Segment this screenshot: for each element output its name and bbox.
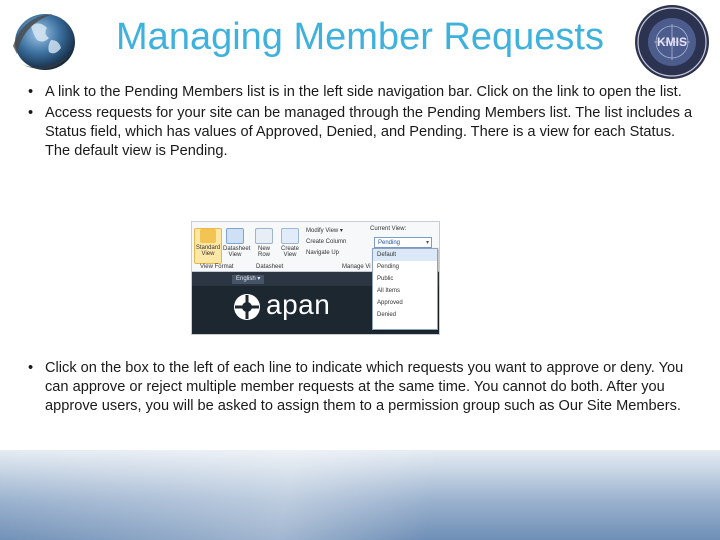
apan-logo-icon xyxy=(232,292,262,322)
bullet-text: Click on the box to the left of each line to indicate which requests you want to approve or deny. You can approve or reject multiple member requests at the same time. You cannot do both. After you approve users, you will be asked to assign them to a permission group such as Our Site Members. xyxy=(45,360,684,414)
bullet-list-bottom xyxy=(28,359,696,418)
create-column-label: Create Column xyxy=(306,239,347,245)
dropdown-item: Pending xyxy=(377,264,400,270)
kmis-seal-icon xyxy=(634,4,710,80)
datasheet-view-icon xyxy=(226,228,244,244)
bullet-glyph: • xyxy=(28,360,34,376)
group-datasheet: Datasheet xyxy=(256,264,284,270)
new-row-icon xyxy=(255,228,273,244)
apan-wordmark: apan xyxy=(266,289,331,320)
dropdown-item: Public xyxy=(377,276,394,282)
datasheet-view-button: Datasheet View xyxy=(223,228,247,258)
create-view-button: Create View xyxy=(278,228,302,258)
dropdown-item: Denied xyxy=(377,312,397,318)
dropdown-item: Approved xyxy=(377,300,403,306)
view-dropdown xyxy=(372,248,438,330)
bullet-item xyxy=(28,104,696,161)
bullet-item xyxy=(28,359,696,416)
dropdown-item: All Items xyxy=(377,288,401,294)
bullet-item xyxy=(28,83,696,102)
current-view-label: Current View: xyxy=(370,226,407,232)
create-view-icon xyxy=(281,228,299,244)
slide-title: Managing Member Requests xyxy=(116,16,604,58)
dropdown-item: Default xyxy=(373,249,437,261)
standard-view-icon xyxy=(200,229,216,243)
bullet-text: A link to the Pending Members list is in the left side navigation bar. Click on the link to open the list. xyxy=(45,84,682,100)
group-manage-views: Manage Vi xyxy=(342,264,371,270)
group-view-format: View Format xyxy=(200,264,234,270)
seal-text: KMIS xyxy=(657,35,687,49)
sharepoint-screenshot xyxy=(191,221,440,335)
bullet-list-top xyxy=(28,83,696,163)
modify-view-label: Modify View ▾ xyxy=(306,228,343,234)
standard-view-button: Standard View xyxy=(194,228,222,264)
current-view-select: Pending ▾ xyxy=(374,237,432,248)
navigate-up-label: Navigate Up xyxy=(306,250,340,256)
bullet-text: Access requests for your site can be managed through the Pending Members list. The list includes a Status field, which has values of Approved, Denied, and Pending. There is a view for each Status. The default view is Pending. xyxy=(45,105,693,159)
footer-band xyxy=(0,450,720,540)
new-row-button: New Row xyxy=(254,228,274,258)
bullet-glyph: • xyxy=(28,105,34,121)
globe-logo-icon xyxy=(7,6,79,74)
bullet-glyph: • xyxy=(28,84,34,100)
chevron-down-icon: ▾ xyxy=(425,240,429,246)
language-selector: English ▾ xyxy=(232,275,264,284)
